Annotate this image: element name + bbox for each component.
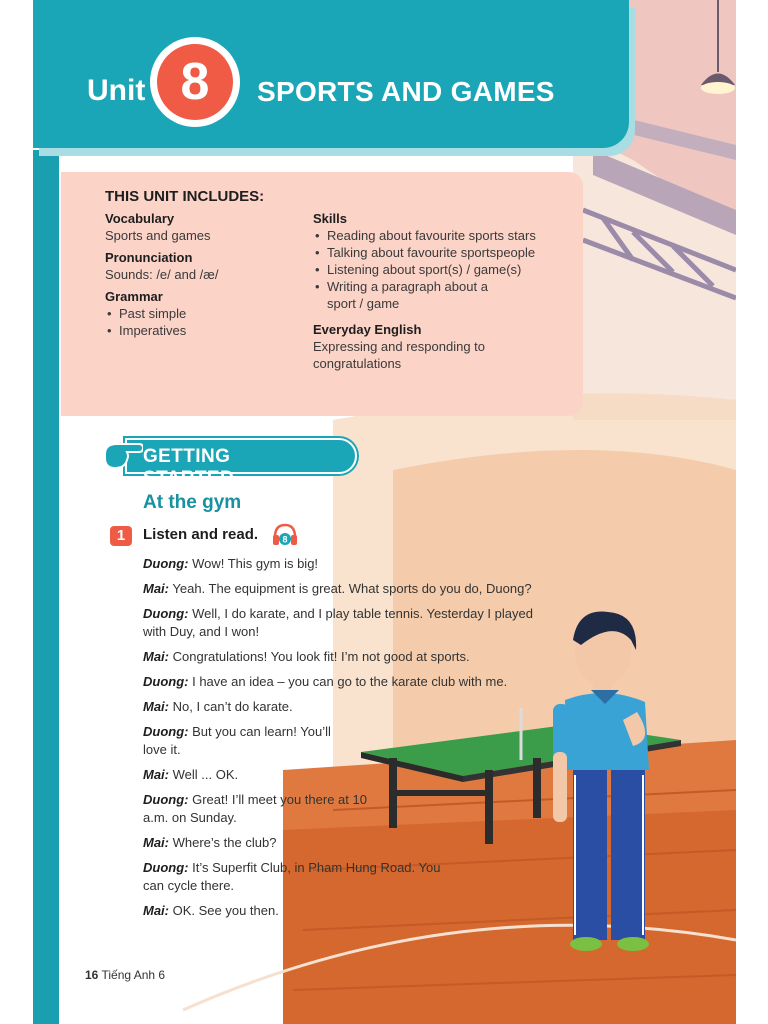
grammar-item: • Imperatives [105, 322, 295, 339]
unit-title: SPORTS AND GAMES [257, 76, 555, 107]
grammar-label: Grammar [105, 289, 163, 304]
dialogue-text: No, I can’t do karate. [169, 699, 293, 714]
dialogue-text: It’s Superfit Club, in Pham Hung Road. You can cycle there. [143, 860, 441, 893]
section-subheading: At the gym [143, 492, 242, 513]
task-instruction: Listen and read. [143, 526, 259, 543]
dialogue-text: Well ... OK. [169, 767, 239, 782]
dialogue-line [143, 766, 613, 784]
dialogue-text: Great! I’ll meet you there at 10 a.m. on Sunday. [143, 792, 367, 825]
speaker-name: Duong: [143, 556, 189, 571]
dialogue-text: I have an idea – you can go to the karate club with me. [188, 674, 508, 689]
getting-started-title: GETTING STARTED [143, 446, 235, 489]
dialogue-line [143, 791, 368, 827]
dialogue-line [143, 859, 443, 895]
unit-includes-box [61, 172, 583, 416]
speaker-name: Mai: [143, 835, 169, 850]
speaker-name: Mai: [143, 581, 169, 596]
dialogue-line [143, 834, 613, 852]
dialogue-line [143, 555, 613, 573]
speaker-name: Mai: [143, 903, 169, 918]
page-number: 16 [85, 968, 99, 982]
skills-item: • Writing a paragraph about a sport / game [313, 278, 513, 312]
textbook-page [33, 0, 736, 1024]
dialogue-text: Where’s the club? [169, 835, 277, 850]
dialogue-line [143, 580, 613, 598]
task-number-badge: 1 [110, 526, 132, 546]
audio-track-number: 8 [282, 534, 288, 545]
dialogue-text: Wow! This gym is big! [188, 556, 319, 571]
dialogue [143, 555, 613, 927]
speaker-name: Mai: [143, 767, 169, 782]
includes-heading: THIS UNIT INCLUDES: [105, 188, 265, 205]
unit-header-band [33, 0, 629, 148]
pronunciation-text: Sounds: /e/ and /æ/ [105, 267, 219, 282]
vocabulary-label: Vocabulary [105, 211, 175, 226]
unit-word: Unit [87, 74, 146, 107]
unit-number-badge [150, 37, 240, 127]
left-color-strip [33, 150, 59, 1024]
grammar-item: • Past simple [105, 305, 295, 322]
page-footer [85, 968, 165, 982]
dialogue-line [143, 673, 533, 691]
speaker-name: Duong: [143, 860, 189, 875]
everyday-english-label: Everyday English [313, 322, 422, 337]
speaker-name: Duong: [143, 792, 189, 807]
dialogue-text: Yeah. The equipment is great. What sports do you do, Duong? [169, 581, 532, 596]
dialogue-text: Well, I do karate, and I play table tennis. Yesterday I played with Duy, and I won! [143, 606, 533, 639]
vocabulary-text: Sports and games [105, 228, 211, 243]
speaker-name: Mai: [143, 699, 169, 714]
includes-right-column [313, 210, 573, 372]
skills-item: • Reading about favourite sports stars [313, 227, 573, 244]
dialogue-text: OK. See you then. [169, 903, 279, 918]
speaker-name: Duong: [143, 606, 189, 621]
unit-number: 8 [157, 44, 233, 120]
speaker-name: Mai: [143, 649, 169, 664]
audio-track-icon[interactable] [272, 523, 298, 547]
dialogue-line [143, 648, 613, 666]
skills-item: • Listening about sport(s) / game(s) [313, 261, 573, 278]
everyday-english-text: Expressing and responding to congratulations [313, 339, 486, 371]
skills-label: Skills [313, 211, 347, 226]
dialogue-line [143, 605, 543, 641]
dialogue-line [143, 723, 353, 759]
pronunciation-label: Pronunciation [105, 250, 193, 265]
dialogue-line [143, 698, 613, 716]
speaker-name: Duong: [143, 724, 189, 739]
dialogue-text: Congratulations! You look fit! I’m not good at sports. [169, 649, 470, 664]
speaker-name: Duong: [143, 674, 189, 689]
pointing-hand-icon [103, 440, 143, 472]
dialogue-text: But you can learn! You’ll love it. [143, 724, 331, 757]
includes-left-column [105, 210, 295, 339]
book-title: Tiếng Anh 6 [101, 968, 166, 982]
skills-item: • Talking about favourite sportspeople [313, 244, 573, 261]
dialogue-line [143, 902, 613, 920]
